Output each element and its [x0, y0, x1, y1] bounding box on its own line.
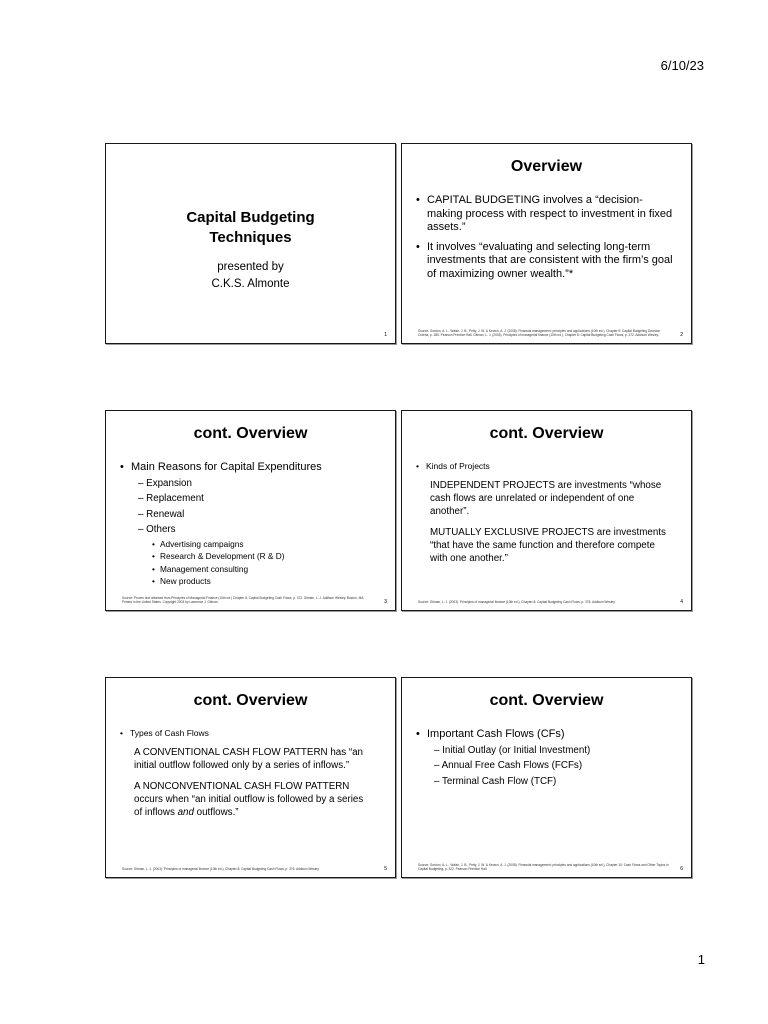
subtitle-line: presented by [217, 261, 284, 273]
bullet: • Important Cash Flows (CFs) [416, 728, 681, 742]
slide-number: 1 [384, 332, 387, 338]
text: A NONCONVENTIONAL CASH FLOW PATTERN occurs when “an initial outflow is followed by a series of inflows [134, 781, 364, 818]
paragraph: MUTUALLY EXCLUSIVE PROJECTS are investments “that have the same function and therefore compete with one another.” [430, 527, 666, 564]
slide-number: 3 [384, 599, 387, 605]
sub-sub-item: • Advertising campaigns [120, 538, 385, 551]
title-line: Capital Budgeting [186, 209, 315, 226]
bullet-list [416, 194, 673, 287]
sub-item: – Replacement [138, 493, 204, 504]
sub-sub-item: • Management consulting [120, 563, 385, 576]
slide-title: Overview [510, 158, 583, 175]
text: outflows.” [193, 807, 239, 818]
sub-item: – Annual Free Cash Flows (FCFs) [434, 760, 583, 771]
slide-4 [401, 410, 692, 611]
slide-number: 5 [384, 866, 387, 872]
slide-body [120, 728, 373, 819]
bullet-list [416, 728, 681, 789]
sub-sub-item: • New products [120, 575, 385, 588]
sub-item: – Renewal [138, 508, 185, 520]
slide-number: 4 [680, 599, 683, 605]
slide-number: 6 [680, 866, 683, 872]
slide-title: cont. Overview [193, 692, 308, 709]
sub-item: – Others [138, 524, 176, 535]
slide-title [106, 208, 395, 248]
bullet: • Kinds of Projects [416, 461, 673, 472]
paragraph: INDEPENDENT PROJECTS are investments “whose cash flows are unrelated or independent of one another”. [430, 480, 662, 517]
slide-title: cont. Overview [489, 692, 604, 709]
paragraph [134, 780, 373, 819]
bullet: • It involves “evaluating and selecting long-term investments that are consistent with the firm’s goal of maximizing owner wealth.”* [416, 241, 673, 282]
bullet: • CAPITAL BUDGETING involves a “decision-making process with respect to investment in fixed assets.” [416, 194, 673, 235]
subtitle-line: C.K.S. Almonte [211, 278, 290, 290]
sub-sub-item: • Research & Development (R & D) [120, 550, 385, 563]
source-note: Source: Gitman, L. J. (2003). Principles of managerial finance (10th ed.), Chapter 8: Capital Budgeting Cash Flows, p. 376. Addison Wesley. [122, 866, 320, 871]
sub-item: – Expansion [138, 477, 192, 489]
slide-title: cont. Overview [193, 425, 308, 442]
bullet: • Types of Cash Flows [120, 728, 373, 739]
slide-2 [401, 143, 692, 344]
sub-item: – Initial Outlay (or Initial Investment) [434, 744, 591, 756]
source-note: Source: Gordon, A. L., Walsh, J. B., Petty, J. W. & Keown, A. J. (2008). Financial management: principles and applications (10th ed.), Chapter 9: Capital Budgeting Decision Criteria, p. 280. Pearson Prentice Hall. Gitman, L. J. (2003). Principles of managerial finance (10th ed.), Chapter 8: Capital Budgeting Cash Flows, p. 372. Addison Wesley. [418, 328, 661, 337]
page-date: 6/10/23 [660, 58, 704, 73]
emphasis: and [177, 807, 194, 818]
slide-title: cont. Overview [489, 425, 604, 442]
paragraph: A CONVENTIONAL CASH FLOW PATTERN has “an initial outflow followed only by a series of inflows.” [134, 747, 364, 771]
slide-1 [105, 143, 396, 344]
slide-body [416, 461, 673, 565]
sub-item: – Terminal Cash Flow (TCF) [434, 775, 557, 787]
slide-number: 2 [680, 332, 683, 338]
slide-3 [105, 410, 396, 611]
source-note: Source: Gordon, A. L., Walsh, J. B., Petty, J. W. & Keown, A. J. (2008). Financial management: principles and applications (10th ed.), Chapter 10: Cash Flows and Other Topics in Capital Budgeting, p. 322. Pearson Prentice Hall. [418, 862, 669, 871]
slide-5 [105, 677, 396, 878]
slide-6 [401, 677, 692, 878]
presenter [106, 259, 395, 293]
source-note: Source: Gitman, L. J. (2003). Principles of managerial finance (10th ed.), Chapter 8: Capital Budgeting Cash Flows, p. 375. Addison Wesley. [418, 599, 616, 604]
source-note: Source: Proven text obtained from Principles of Managerial Finance (10th ed.) Chapter 8: Capital Budgeting Cash Flows, p. 373. Gitman, L. J. Addison Wesley. Boston, MA. Printed in the United States. Copyright 2003 by Lawrence J. Gitman. [122, 595, 365, 604]
title-line: Techniques [209, 229, 292, 246]
page-number: 1 [697, 952, 705, 967]
bullet: • Main Reasons for Capital Expenditures [120, 461, 385, 475]
bullet-list [120, 461, 385, 588]
